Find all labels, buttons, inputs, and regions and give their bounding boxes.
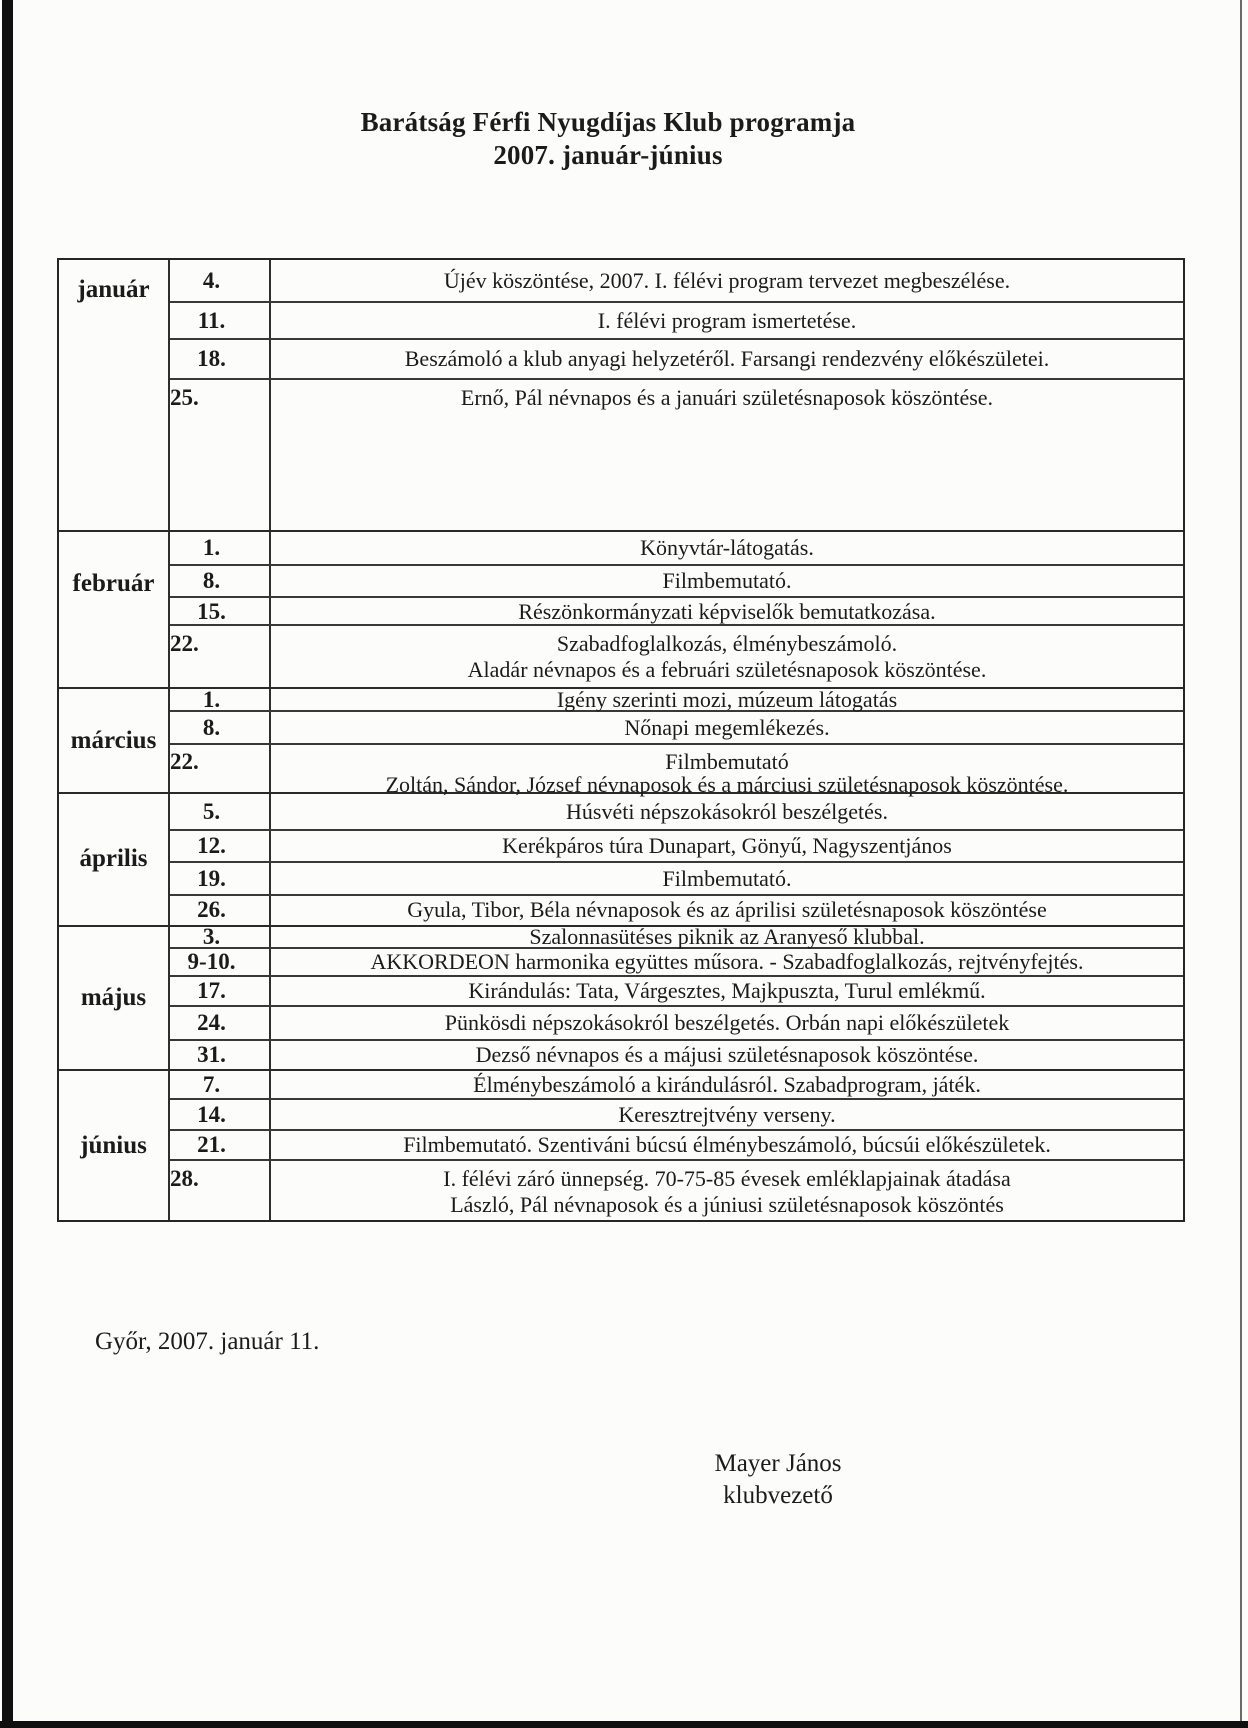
table-row xyxy=(170,794,1183,831)
month-label: január xyxy=(59,260,170,530)
table-row xyxy=(170,896,1183,925)
table-row xyxy=(170,1041,1183,1070)
date-cell: 11. xyxy=(170,303,271,338)
table-row xyxy=(170,1071,1183,1100)
program-text: Részönkormányzati képviselők bemutatkozása. xyxy=(518,598,936,624)
date-cell: 17. xyxy=(170,977,271,1005)
table-row xyxy=(170,831,1183,863)
program-cell xyxy=(271,260,1183,301)
table-row xyxy=(170,340,1183,380)
title-line-1: Barátság Férfi Nyugdíjas Klub programja xyxy=(360,107,856,137)
program-cell xyxy=(271,863,1183,894)
program-text: Élménybeszámoló a kirándulásról. Szabadprogram, játék. xyxy=(473,1071,981,1097)
date-cell: 25. xyxy=(170,380,271,530)
program-cell xyxy=(271,831,1183,861)
program-text: Ernő, Pál névnapos és a januári születésnaposok köszöntése. xyxy=(460,385,994,410)
program-text: László, Pál névnaposok és a júniusi születésnaposok köszöntés xyxy=(450,1192,1004,1218)
program-cell xyxy=(271,712,1183,743)
program-cell xyxy=(271,1100,1183,1129)
date-cell: 22. xyxy=(170,626,271,687)
program-text: Filmbemutató xyxy=(665,749,789,774)
program-cell xyxy=(271,626,1183,687)
program-cell xyxy=(271,924,1183,950)
document-title xyxy=(8,106,1208,172)
month-rows xyxy=(170,794,1183,925)
table-row xyxy=(170,598,1183,626)
month-section-januar xyxy=(59,260,1183,532)
program-cell xyxy=(271,1161,1183,1220)
table-row xyxy=(170,626,1183,687)
date-cell: 31. xyxy=(170,1041,271,1070)
program-text: Újév köszöntése, 2007. I. félévi program tervezet megbeszélése. xyxy=(443,267,1011,293)
month-section-marcius xyxy=(59,687,1183,797)
date-cell: 24. xyxy=(170,1007,271,1039)
month-label: február xyxy=(59,532,170,687)
program-text: Szabadfoglalkozás, élménybeszámoló. xyxy=(556,631,898,657)
date-cell: 28. xyxy=(170,1161,271,1220)
table-row xyxy=(170,1131,1183,1161)
program-cell xyxy=(271,689,1183,710)
program-text: Szalonnasütéses piknik az Aranyeső klubbal. xyxy=(529,924,925,950)
month-label: április xyxy=(59,794,170,925)
program-text: I. félévi program ismertetése. xyxy=(597,307,857,333)
table-row xyxy=(170,566,1183,598)
program-cell xyxy=(271,1131,1183,1159)
table-row xyxy=(170,1161,1183,1220)
month-rows xyxy=(170,924,1183,1070)
program-schedule-table xyxy=(57,258,1185,1222)
table-row xyxy=(170,924,1183,950)
table-row xyxy=(170,689,1183,712)
date-cell: 21. xyxy=(170,1131,271,1159)
month-section-majus xyxy=(59,924,1183,1072)
month-label: március xyxy=(59,689,170,792)
month-rows xyxy=(170,260,1183,530)
date-cell: 8. xyxy=(170,566,271,596)
date-cell: 5. xyxy=(170,794,271,829)
program-text: I. félévi záró ünnepség. 70-75-85 évesek emléklapjainak átadása xyxy=(443,1166,1011,1192)
program-text: Gyula, Tibor, Béla névnaposok és az áprilisi születésnaposok köszöntése xyxy=(407,897,1047,923)
program-cell xyxy=(271,977,1183,1005)
table-row xyxy=(170,949,1183,977)
date-cell: 3. xyxy=(170,927,271,947)
program-cell xyxy=(271,380,1183,530)
table-row xyxy=(170,977,1183,1007)
program-cell xyxy=(271,1041,1183,1070)
program-text: Keresztrejtvény verseny. xyxy=(618,1101,836,1127)
table-row xyxy=(170,303,1183,340)
program-cell xyxy=(271,1007,1183,1039)
month-label: május xyxy=(59,927,170,1070)
program-cell xyxy=(271,1071,1183,1098)
program-text: Könyvtár-látogatás. xyxy=(640,535,814,561)
program-cell xyxy=(271,896,1183,925)
scan-edge-right-line xyxy=(1240,0,1242,1728)
program-cell xyxy=(271,794,1183,829)
date-cell: 9-10. xyxy=(170,949,271,975)
date-cell: 15. xyxy=(170,598,271,624)
program-cell xyxy=(271,745,1183,797)
month-section-junius xyxy=(59,1071,1183,1220)
title-line-2: 2007. január-június xyxy=(493,140,723,170)
program-text: Dezső névnapos és a májusi születésnaposok köszöntése. xyxy=(475,1042,979,1068)
signature-block xyxy=(628,1448,928,1512)
program-cell xyxy=(271,340,1183,378)
date-cell: 1. xyxy=(170,532,271,564)
program-cell xyxy=(271,949,1183,975)
date-cell: 12. xyxy=(170,831,271,861)
program-text: Zoltán, Sándor, József névnaposok és a márciusi születésnaposok köszöntése. xyxy=(385,772,1069,797)
date-cell: 22. xyxy=(170,745,271,792)
scan-edge-left-bar xyxy=(2,0,13,1728)
date-cell: 1. xyxy=(170,689,271,710)
month-rows xyxy=(170,687,1183,797)
program-text: Pünkösdi népszokásokról beszélgetés. Orbán napi előkészületek xyxy=(444,1009,1010,1035)
table-row xyxy=(170,712,1183,745)
table-row xyxy=(170,532,1183,566)
table-row xyxy=(170,1100,1183,1131)
date-cell: 7. xyxy=(170,1071,271,1098)
program-cell xyxy=(271,532,1183,564)
program-cell xyxy=(271,566,1183,596)
program-text: Húsvéti népszokásokról beszélgetés. xyxy=(566,798,888,824)
date-cell: 4. xyxy=(170,260,271,301)
program-text: Igény szerinti mozi, múzeum látogatás xyxy=(556,687,898,712)
month-rows xyxy=(170,532,1183,687)
date-cell: 14. xyxy=(170,1100,271,1129)
scan-edge-bottom-bar xyxy=(0,1721,1248,1728)
month-rows xyxy=(170,1071,1183,1220)
table-row xyxy=(170,745,1183,797)
program-text: Filmbemutató. xyxy=(662,568,792,594)
program-text: Aladár névnapos és a februári születésnaposok köszöntése. xyxy=(467,657,987,683)
program-cell xyxy=(271,303,1183,338)
program-text: AKKORDEON harmonika együttes műsora. - Szabadfoglalkozás, rejtvényfejtés. xyxy=(370,949,1084,975)
table-row xyxy=(170,260,1183,303)
month-section-februar xyxy=(59,532,1183,689)
place-and-date: Győr, 2007. január 11. xyxy=(95,1328,320,1355)
signature-name: Mayer János xyxy=(714,1450,842,1477)
date-cell: 19. xyxy=(170,863,271,894)
month-section-aprilis xyxy=(59,794,1183,927)
program-text: Beszámoló a klub anyagi helyzetéről. Farsangi rendezvény előkészületei. xyxy=(404,346,1050,371)
date-cell: 18. xyxy=(170,340,271,378)
program-text: Filmbemutató. xyxy=(662,865,792,891)
date-cell: 26. xyxy=(170,896,271,925)
program-text: Nőnapi megemlékezés. xyxy=(624,714,830,740)
table-row xyxy=(170,1007,1183,1041)
month-label: június xyxy=(59,1071,170,1220)
program-text: Filmbemutató. Szentiváni búcsú élménybeszámoló, búcsúi előkészületek. xyxy=(403,1132,1051,1158)
signature-role: klubvezető xyxy=(723,1482,833,1509)
table-row xyxy=(170,863,1183,896)
table-row xyxy=(170,380,1183,530)
program-text: Kerékpáros túra Dunapart, Gönyű, Nagyszentjános xyxy=(502,833,952,858)
program-text: Kirándulás: Tata, Várgesztes, Majkpuszta, Turul emlékmű. xyxy=(468,977,986,1003)
program-cell xyxy=(271,598,1183,624)
date-cell: 8. xyxy=(170,712,271,743)
